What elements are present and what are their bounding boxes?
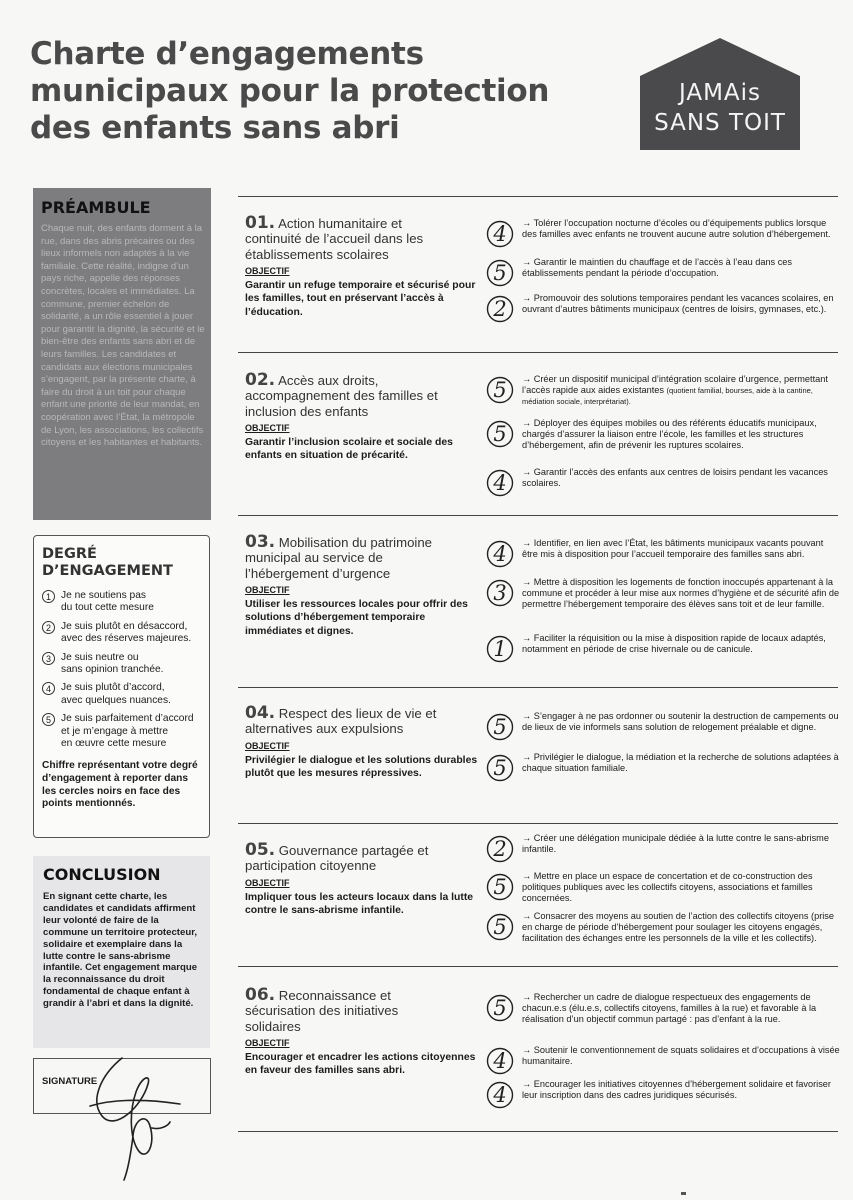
objective-text: Utiliser les ressources locales pour offrir des solutions d’hébergement temporaire immédiates et dignes. bbox=[245, 599, 468, 637]
svg-text:2: 2 bbox=[493, 297, 507, 321]
svg-text:4: 4 bbox=[493, 471, 507, 495]
action-text: → Mettre en place un espace de concertation et de co-construction des politiques publiques avec les collectifs citoyens, associations et familles concernées. bbox=[522, 871, 813, 904]
action-text: → Privilégier le dialogue, la médiation et la recherche de solutions adaptées à chaque situation familiale. bbox=[522, 752, 839, 774]
section-title: Reconnaissance et sécurisation des initiatives solidaires bbox=[245, 988, 399, 1034]
section-number: 05. bbox=[245, 840, 276, 860]
engagement-score-circle[interactable] bbox=[485, 577, 517, 609]
commitment-section bbox=[245, 213, 480, 319]
section-heading bbox=[245, 370, 480, 419]
level-label: Je suis plutôt d’accord, avec quelques nuances. bbox=[61, 682, 171, 706]
conclusion-box bbox=[33, 856, 210, 1048]
section-title: Gouvernance partagée et participation citoyenne bbox=[245, 843, 429, 874]
action-text: → Identifier, en lien avec l’État, les bâtiments municipaux vacants pouvant être mis à disposition pour l’accueil temporaire des familles sans abri. bbox=[522, 538, 824, 560]
objective-label: OBJECTIF bbox=[245, 423, 290, 434]
objective-text: Encourager et encadrer les actions citoyennes en faveur des familles sans abri. bbox=[245, 1052, 476, 1077]
handwritten-signature bbox=[30, 1046, 210, 1186]
commitment-section bbox=[245, 532, 480, 638]
engagement-legend bbox=[33, 535, 210, 838]
objective-label: OBJECTIF bbox=[245, 1038, 290, 1049]
action-text: → Encourager les initiatives citoyennes d’hébergement solidaire et favoriser leur inscription dans des cadres juridiques sécurisés. bbox=[522, 1079, 831, 1101]
action-text: → Tolérer l’occupation nocturne d’écoles ou d’équipements publics lorsque des familles avec enfants ne trouvent aucune autre solution d’hébergement. bbox=[522, 218, 831, 240]
preamble-box bbox=[33, 188, 211, 520]
preamble-title: PRÉAMBULE bbox=[41, 198, 151, 217]
engagement-score-circle[interactable] bbox=[485, 418, 517, 450]
svg-text:5: 5 bbox=[493, 715, 507, 739]
engagement-title-line-2: D’ENGAGEMENT bbox=[42, 563, 173, 579]
svg-text:4: 4 bbox=[493, 542, 507, 566]
engagement-score-circle[interactable] bbox=[485, 257, 517, 289]
engagement-score-circle[interactable] bbox=[485, 752, 517, 784]
engagement-instructions: Chiffre représentant votre degré d’engagement à reporter dans les cercles noirs en face des points mentionnés. bbox=[42, 760, 198, 810]
engagement-score-circle[interactable] bbox=[485, 467, 517, 499]
engagement-score-circle[interactable] bbox=[485, 1045, 517, 1077]
title-line: municipaux pour la protection bbox=[30, 73, 550, 109]
svg-text:3: 3 bbox=[493, 581, 507, 605]
svg-text:2: 2 bbox=[493, 837, 507, 861]
svg-text:5: 5 bbox=[493, 875, 507, 899]
action-text: → Mettre à disposition les logements de fonction inoccupés appartenant à la commune et procéder à leur mise aux normes d’hygiène et de sécurité afin de permettre l’hébergement temporaire des élèves sans toit et de leur famille. bbox=[522, 577, 840, 610]
engagement-score-circle[interactable] bbox=[485, 374, 517, 406]
section-heading bbox=[245, 213, 460, 262]
objective-text: Garantir l’inclusion scolaire et sociale des enfants en situation de précarité. bbox=[245, 437, 453, 462]
section-heading bbox=[245, 532, 470, 581]
level-label: Je ne soutiens pas du tout cette mesure bbox=[61, 590, 154, 614]
engagement-level bbox=[42, 652, 203, 677]
logo-line-2: SANS TOIT bbox=[654, 110, 786, 136]
section-number: 06. bbox=[245, 985, 276, 1005]
section-divider bbox=[238, 515, 838, 516]
action-text: → Créer une délégation municipale dédiée à la lutte contre le sans-abrisme infantile. bbox=[522, 833, 829, 855]
action-text: → Promouvoir des solutions temporaires pendant les vacances scolaires, en ouvrant d’autres bâtiments municipaux (centres de loisirs, gymnases, etc.). bbox=[522, 293, 834, 315]
objective-label: OBJECTIF bbox=[245, 740, 290, 751]
level-number-circle: 1 bbox=[42, 590, 55, 603]
action-text: → Garantir l’accès des enfants aux centres de loisirs pendant les vacances scolaires. bbox=[522, 467, 828, 489]
objective-label: OBJECTIF bbox=[245, 266, 290, 277]
section-number: 02. bbox=[245, 370, 276, 390]
engagement-score-circle[interactable] bbox=[485, 911, 517, 943]
action-text: → Créer un dispositif municipal d’intégration scolaire d’urgence, permettant l’accès rapide aux aides existantes (quotient familial, bourses, aide à la cantine, médiation sociale, interprétariat). bbox=[522, 374, 828, 407]
section-divider bbox=[238, 823, 838, 824]
section-heading bbox=[245, 985, 455, 1034]
title-line: Charte d’engagements bbox=[30, 36, 424, 72]
svg-text:5: 5 bbox=[493, 915, 507, 939]
section-divider bbox=[238, 687, 838, 688]
action-text: → Rechercher un cadre de dialogue respectueux des engagements de chacun.e.s (élu.e.s, collectifs citoyens, familles à la rue) et favorable à la réalisation d’un objectif commun partagé : pas d’enfant à la rue. bbox=[522, 992, 817, 1025]
section-heading bbox=[245, 840, 455, 874]
engagement-score-circle[interactable] bbox=[485, 633, 517, 665]
svg-text:5: 5 bbox=[493, 422, 507, 446]
signature-label: SIGNATURE bbox=[42, 1076, 98, 1087]
level-label: Je suis parfaitement d’accord et je m’engage à mettre en œuvre cette mesure bbox=[61, 713, 194, 750]
objective-text: Privilégier le dialogue et les solutions durables plutôt que les mesures répressives. bbox=[245, 754, 478, 780]
objective-text: Impliquer tous les acteurs locaux dans la lutte contre le sans-abrisme infantile. bbox=[245, 891, 474, 917]
svg-text:1: 1 bbox=[493, 637, 507, 661]
section-number: 03. bbox=[245, 532, 276, 552]
svg-text:5: 5 bbox=[493, 261, 507, 285]
engagement-score-circle[interactable] bbox=[485, 711, 517, 743]
section-divider bbox=[238, 1131, 838, 1132]
section-title: Accès aux droits, accompagnement des familles et inclusion des enfants bbox=[245, 373, 438, 419]
title-line: des enfants sans abri bbox=[30, 110, 400, 146]
action-text: → Faciliter la réquisition ou la mise à disposition rapide de locaux adaptés, notamment en période de crise hivernale ou de canicule. bbox=[522, 633, 826, 655]
engagement-level bbox=[42, 590, 203, 615]
commitment-section bbox=[245, 985, 480, 1078]
svg-text:5: 5 bbox=[493, 378, 507, 402]
jamais-sans-toit-logo bbox=[640, 38, 800, 150]
engagement-score-circle[interactable] bbox=[485, 538, 517, 570]
logo-line-1: JAMAis bbox=[678, 80, 762, 106]
action-text: → Soutenir le conventionnement de squats solidaires et d’occupations à visée humanitaire. bbox=[522, 1045, 840, 1067]
engagement-level bbox=[42, 621, 203, 646]
section-divider bbox=[238, 966, 838, 967]
conclusion-text: En signant cette charte, les candidates et candidats affirment leur volonté de faire de la commune un territoire protecteur, solidaire et exemplaire dans la lutte contre le sans-abrisme infantile. Cet engagement marque la reconnaissance du droit fondamental de chaque enfant à grandir à l’abri et dans la dignité. bbox=[43, 891, 198, 1010]
level-label: Je suis neutre ou sans opinion tranchée. bbox=[61, 651, 164, 676]
svg-text:4: 4 bbox=[493, 1083, 507, 1107]
section-title: Mobilisation du patrimoine municipal au service de l’hébergement d’urgence bbox=[245, 535, 432, 581]
action-text: → S’engager à ne pas ordonner ou soutenir la destruction de campements ou de lieux de vie informels sans solution de relogement préalable et digne. bbox=[522, 711, 839, 733]
engagement-level bbox=[42, 713, 203, 750]
level-number-circle: 4 bbox=[42, 682, 55, 695]
section-number: 01. bbox=[245, 213, 276, 233]
engagement-score-circle[interactable] bbox=[485, 218, 517, 250]
engagement-score-circle[interactable] bbox=[485, 871, 517, 903]
level-number-circle: 5 bbox=[42, 713, 55, 726]
svg-text:5: 5 bbox=[493, 756, 507, 780]
action-text: → Garantir le maintien du chauffage et de l’accès à l’eau dans ces établissements pendant la période d’occupation. bbox=[522, 257, 792, 279]
engagement-title bbox=[42, 546, 203, 580]
objective-label: OBJECTIF bbox=[245, 585, 290, 596]
engagement-level bbox=[42, 682, 203, 707]
action-detail: (quotient familial, bourses, aide à la cantine, médiation sociale, interprétariat). bbox=[522, 386, 813, 407]
commitment-section bbox=[245, 840, 480, 917]
page-mark bbox=[681, 1192, 686, 1195]
conclusion-title: CONCLUSION bbox=[43, 865, 161, 884]
section-number: 04. bbox=[245, 703, 276, 723]
section-divider bbox=[238, 352, 838, 353]
commitment-section bbox=[245, 703, 480, 780]
svg-text:5: 5 bbox=[493, 996, 507, 1020]
engagement-score-circle[interactable] bbox=[485, 833, 517, 865]
level-label: Je suis plutôt en désaccord, avec des réserves majeures. bbox=[61, 620, 192, 645]
section-divider bbox=[238, 196, 838, 197]
commitment-section bbox=[245, 370, 480, 463]
engagement-score-circle[interactable] bbox=[485, 992, 517, 1024]
section-title: Respect des lieux de vie et alternatives aux expulsions bbox=[245, 706, 437, 737]
level-number-circle: 3 bbox=[42, 652, 55, 665]
section-title: Action humanitaire et continuité de l’accueil dans les établissements scolaires bbox=[245, 216, 424, 262]
action-text: → Déployer des équipes mobiles ou des référents éducatifs municipaux, chargés d’assurer la liaison entre l’école, les familles et les structures d’hébergement, afin de prévenir les ruptures scolaires. bbox=[522, 418, 817, 451]
section-heading bbox=[245, 703, 470, 737]
engagement-title-line-1: DEGRÉ bbox=[42, 546, 97, 562]
engagement-score-circle[interactable] bbox=[485, 293, 517, 325]
action-text: → Consacrer des moyens au soutien de l’action des collectifs citoyens (prise en charge de période d’hébergement pour soulager les citoyens engagés, facilitation des échanges entre les personnels de la ville et les collectifs). bbox=[522, 911, 835, 944]
objective-label: OBJECTIF bbox=[245, 877, 290, 888]
preamble-text: Chaque nuit, des enfants dorment à la rue, dans des abris précaires ou des lieux informels non adaptés à la vie familiale. Cette réalité, indigne d’un pays riche, appelle des réponses concrètes, locales et immédiates. La commune, premier échelon de solidarité, a un rôle essentiel à jouer pour garantir la dignité, la sécurité et le bien-être des enfants sans abri et de leurs familles. Les candidates et candidats aux élections municipales s’engagent, par la présente charte, à faire du droit à un toit pour chaque enfant une priorité de leur mandat, en coopération avec l’État, la métropole de Lyon, les associations, les collectifs citoyens et les habitantes et habitants. bbox=[41, 223, 205, 449]
page-title bbox=[30, 36, 610, 147]
objective-text: Garantir un refuge temporaire et sécurisé pour les familles, tout en préservant l’accès à l’éducation. bbox=[245, 280, 476, 318]
svg-text:4: 4 bbox=[493, 222, 507, 246]
engagement-score-circle[interactable] bbox=[485, 1079, 517, 1111]
level-number-circle: 2 bbox=[42, 621, 55, 634]
svg-text:4: 4 bbox=[493, 1049, 507, 1073]
